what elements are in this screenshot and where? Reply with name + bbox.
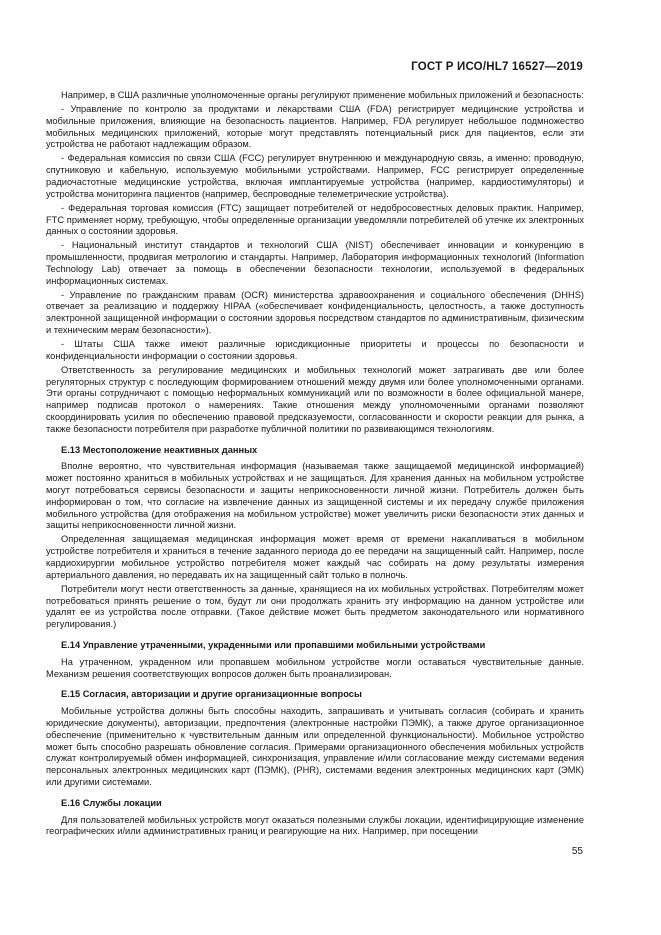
section-heading: Е.16 Службы локации bbox=[61, 797, 162, 808]
page-number: 55 bbox=[571, 846, 583, 857]
standard-header: ГОСТ Р ИСО/HL7 16527—2019 bbox=[411, 61, 583, 73]
paragraph: Вполне вероятно, что чувствительная информация (называемая также защищаемой медицинской информацией) может постоянно храниться в мобильных устройствах и не защищаться. Для хранения данных на мобильном устройстве могут потребоваться сервисы безопасности и защиты неприкосновенности личной жизни. Потребитель должен быть информирован о том, что согласие на извлечение данных из защищенной системы и их передачу службе приложения мобильного устройства (для отображения на мобильном устройстве) может увеличить риски безопасности этих данных и защиты неприкосновенности личной жизни. bbox=[46, 461, 584, 531]
paragraph: - Федеральная комиссия по связи США (FCC) регулирует внутреннюю и международную связь, а именно: проводную, спутниковую и кабельную, используемую мобильными устройствами. Например, FCC регистрирует определенные радиочастотные медицинские устройства, включая имплантируемые устройства (например, кардиостимуляторы) и устройства мониторинга пациентов (например, беспроводные телеметрические устройства). bbox=[46, 153, 584, 199]
document-body bbox=[46, 90, 584, 840]
paragraph: - Управление по гражданским правам (OCR) министерства здравоохранения и социального обеспечения (DHHS) отвечает за реализацию и поддержку HIPAA («обеспечивает конфиденциальность, целостность, а также доступность электронной защищенной информации о состоянии здоровья посредством стандартов по административным, физическим и техническим мерам безопасности»). bbox=[46, 289, 584, 336]
paragraph: - Федеральная торговая комиссия (FTC) защищает потребителей от недобросовестных деловых практик. Например, FTC применяет норму, требующую, чтобы определенные организации уведомляли потребителей об утечке их электронных данных о состоянии здоровья. bbox=[46, 202, 584, 237]
section-heading: Е.13 Местоположение неактивных данных bbox=[61, 444, 258, 455]
section-heading: Е.14 Управление утраченными, украденными или пропавшими мобильными устройствами bbox=[61, 639, 486, 650]
paragraph: - Штаты США также имеют различные юрисдикционные приоритеты и процессы по безопасности и конфиденциальности информации о состоянии здоровья. bbox=[46, 339, 584, 361]
paragraph: Мобильные устройства должны быть способны находить, запрашивать и учитывать согласия (собирать и хранить юридические документы), авторизации, предпочтения (электронные настройки ПЭМК), а также другое организационное обеспечение (применительно к чувствительным данным или определенной функциональности). Мобильное устройство может быть способно разрешать обновление согласия. Примерами организационного обеспечения мобильных устройств служат контролируемый обмен информацией, синхронизация, управление и/или согласование между системами ведения персональных электронных медицинских карт (ПЭМК), (PHR), системами ведения электронных медицинских карт (ЭМК) или другими системами. bbox=[46, 706, 584, 787]
section-heading: Е.15 Согласия, авторизации и другие организационные вопросы bbox=[61, 689, 362, 700]
paragraph: Для пользователей мобильных устройств могут оказаться полезными службы локации, идентифицирующие изменение географических и/или административных границ и реагирующие на них. Например, при посещении bbox=[46, 814, 584, 837]
paragraph: - Управление по контролю за продуктами и лекарствами США (FDA) регистрирует медицинские устройства и мобильные приложения, влияющие на безопасность пациентов. Например, FDA регулирует небольшое подмножество мобильных медицинских приложений, которые могут представлять потенциальный риск для пациентов, если эти устройства не работают надлежащим образом. bbox=[46, 103, 584, 150]
paragraph: На утраченном, украденном или пропавшем мобильном устройстве могли оставаться чувствительные данные. Механизм решения соответствующих вопросов должен быть проанализирован. bbox=[46, 656, 584, 679]
paragraph: - Национальный институт стандартов и технологий США (NIST) обеспечивает инновации и конкуренцию в промышленности, продвигая метрологию и стандарты. Например, Лаборатория информационных технологий (Information Technology Lab) отвечает за помощь в обеспечении безопасности технологии, используемой в федеральных информационных системах. bbox=[46, 240, 584, 286]
paragraph: Например, в США различные уполномоченные органы регулируют применение мобильных приложений и безопасность: bbox=[61, 90, 584, 100]
paragraph: Потребители могут нести ответственность за данные, хранящиеся на их мобильных устройствах. Потребителям может потребоваться принять решение о том, будут ли они продолжать хранить эту информацию на данном устройстве или удалят ее из устройства после отправки. (Такое действие может быть предметом законодательного или нормативного регулирования.) bbox=[46, 583, 584, 630]
paragraph: Определенная защищаемая медицинская информация может время от времени накапливаться в мобильном устройстве потребителя и храниться в течение заданного периода до ее передачи на защищенный сайт. Например, после кардиохирургии мобильное устройство потребителя может каждый час собирать на дому результаты измерения артериального давления, но передавать их на защищенный сайт только в полночь. bbox=[46, 534, 584, 580]
paragraph: Ответственность за регулирование медицинских и мобильных технологий может затрагивать две или более регуляторных структур с последующим формированием отношений между двумя или более уполномоченными органами. Эти органы сотрудничают с помощью неформальных коммуникаций или по возможности в более официальной манере, например подписав протокол о намерениях. Такие отношения между уполномоченными органами позволяют скоординировать усилия по обеспечению правовой предсказуемости, согласованности и скорости реакции для рынка, а также безопасности потребителя при разработке публичной политики по развивающимся технологиям. bbox=[46, 364, 584, 434]
